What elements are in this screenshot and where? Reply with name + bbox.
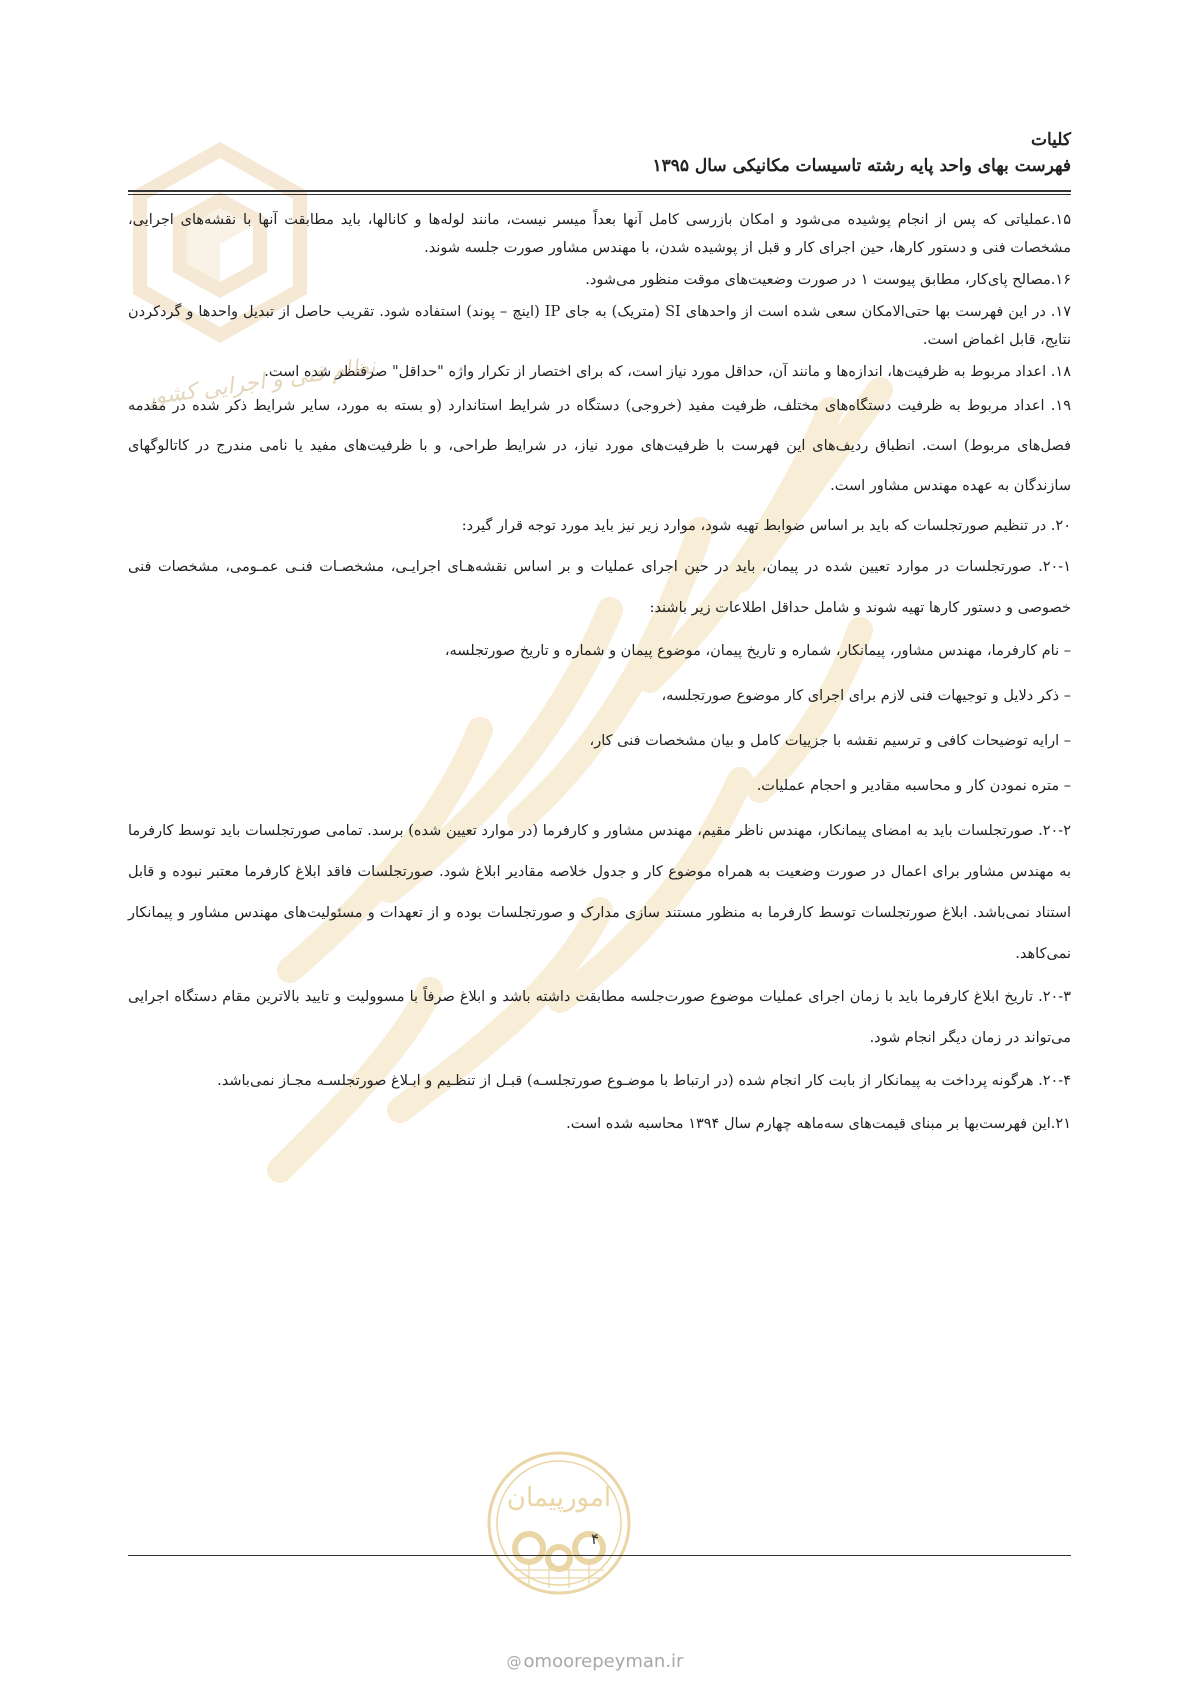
footer-rule bbox=[128, 1555, 1071, 1556]
paragraph-17: ۱۷. در این فهرست بها حتی‌الامکان سعی شده است از واحدهای SI (متریک) به جای IP (اینچ – پوند) استفاده شود. تقریب حاصل از تبدیل واحدها و گردکردن نتایج، قابل اغماض است. bbox=[128, 304, 1071, 348]
page-body bbox=[128, 206, 1071, 1145]
paragraph-20: ۲۰. در تنظیم صورتجلسات که باید بر اساس ضوابط تهیه شود، موارد زیر نیز باید مورد توجه قرار گیرد: bbox=[461, 518, 1071, 534]
paragraph-18: ۱۸. اعداد مربوط به ظرفیت‌ها، اندازه‌ها و مانند آن، حداقل مورد نیاز است، که برای اختصار از تکرار واژه "حداقل" صرفنظر شده است. bbox=[264, 364, 1071, 380]
paragraph-20-1: ۲۰-۱. صورتجلسات در موارد تعیین شده در پیمان، باید در حین اجرای عملیات و بر اساس نقشه‌هـای اجرایـی، مشخصـات فنـی عمـومی، مشخصات فنی خصوصی و دستور کارها تهیه شوند و شامل حداقل اطلاعات زیر باشند: bbox=[128, 559, 1071, 616]
paragraph-15: ۱۵.عملیاتی که پس از انجام پوشیده می‌شود و امکان بازرسی کامل آنها بعداً میسر نیست، مانند لوله‌ها و کانالها، باید مطابقت آنها با نقشه‌های اجرایی، مشخصات فنی و دستور کارها، حین اجرای کار و قبل از پوشیده شدن، با مهندس مشاور صورت جلسه شوند. bbox=[128, 212, 1071, 256]
paragraph-16: ۱۶.مصالح پای‌کار، مطابق پیوست ۱ در صورت وضعیت‌های موقت منظور می‌شود. bbox=[585, 272, 1071, 288]
document-title: فهرست بهای واحد پایه رشته تاسیسات مکانیکی سال ۱۳۹۵ bbox=[652, 156, 1071, 176]
header-rule bbox=[128, 190, 1071, 195]
website-url: omoorepeyman.ir bbox=[523, 1651, 684, 1672]
list-item: – متره نمودن کار و محاسبه مقادیر و احجام عملیات. bbox=[756, 778, 1071, 794]
paragraph-20-3: ۲۰-۳. تاریخ ابلاغ کارفرما باید با زمان اجرای عملیات موضوع صورت‌جلسه مطابقت داشته باشد و ابلاغ صرفاً با مسوولیت و تایید بالاترین مقام دستگاه اجرایی می‌تواند در زمان دیگر انجام شود. bbox=[128, 989, 1071, 1046]
watermark-subtitle: نظام فنی و اجرایی کشور bbox=[142, 353, 378, 412]
paragraph-20-2: ۲۰-۲. صورتجلسات باید به امضای پیمانکار، مهندس ناظر مقیم، مهندس مشاور و کارفرما (در موارد تعیین شده) برسد. تمامی صورتجلسات باید توسط کارفرما به مهندس مشاور برای اعمال در صورت وضعیت به همراه موضوع کار و جدول خلاصه مقادیر ابلاغ شود. صورتجلسات فاقد ابلاغ کارفرما معتبر نبوده و قابل استناد نمی‌باشد. ابلاغ صورتجلسات توسط کارفرما به منظور مستند سازی مدارک و صورتجلسات بوده و از تعهدات و مسئولیت‌های مهندس مشاور و پیمانکار نمی‌کاهد. bbox=[128, 823, 1071, 962]
seal-logo bbox=[484, 1448, 634, 1598]
list-item: – ذکر دلایل و توجیهات فنی لازم برای اجرای کار موضوع صورتجلسه، bbox=[661, 688, 1071, 704]
website-footer bbox=[480, 1651, 710, 1672]
paragraph-21: ۲۱.این فهرست‌بها بر مبنای قیمت‌های سه‌ماهه چهارم سال ۱۳۹۴ محاسبه شده است. bbox=[566, 1116, 1071, 1132]
list-item: – نام کارفرما، مهندس مشاور، پیمانکار، شماره و تاریخ پیمان، موضوع پیمان و شماره و تاریخ صورتجلسه، bbox=[444, 643, 1071, 659]
list-item: – ارایه توضیحات کافی و ترسیم نقشه با جزییات کامل و بیان مشخصات فنی کار، bbox=[589, 733, 1071, 749]
page-number: ۴ bbox=[590, 1530, 600, 1548]
paragraph-20-4: ۲۰-۴. هرگونه پرداخت به پیمانکار از بابت کار انجام شده (در ارتباط با موضـوع صورتجلسـه) قبـل از تنظـیم و ابـلاغ صورتجلسـه مجـاز نمی‌باشد. bbox=[217, 1073, 1071, 1089]
chapter-title: کلیات bbox=[1030, 130, 1071, 150]
paragraph-19: ۱۹. اعداد مربوط به ظرفیت دستگاه‌های مختلف، ظرفیت مفید (خروجی) دستگاه در شرایط استاندارد (و بسته به مورد، سایر شرایط ذکر شده در مقدمه فصل‌های مربوط) است. انطباق ردیف‌های این فهرست با ظرفیت‌های مورد نیاز، در شرایط طراحی، و با ظرفیت‌های مفید یا نامی مندرج در کاتالوگهای سازندگان به عهده مهندس مشاور است. bbox=[128, 398, 1071, 494]
page-header bbox=[128, 128, 1071, 180]
seal-text: امورپیمان bbox=[506, 1483, 612, 1513]
at-icon: @ bbox=[506, 1653, 522, 1671]
